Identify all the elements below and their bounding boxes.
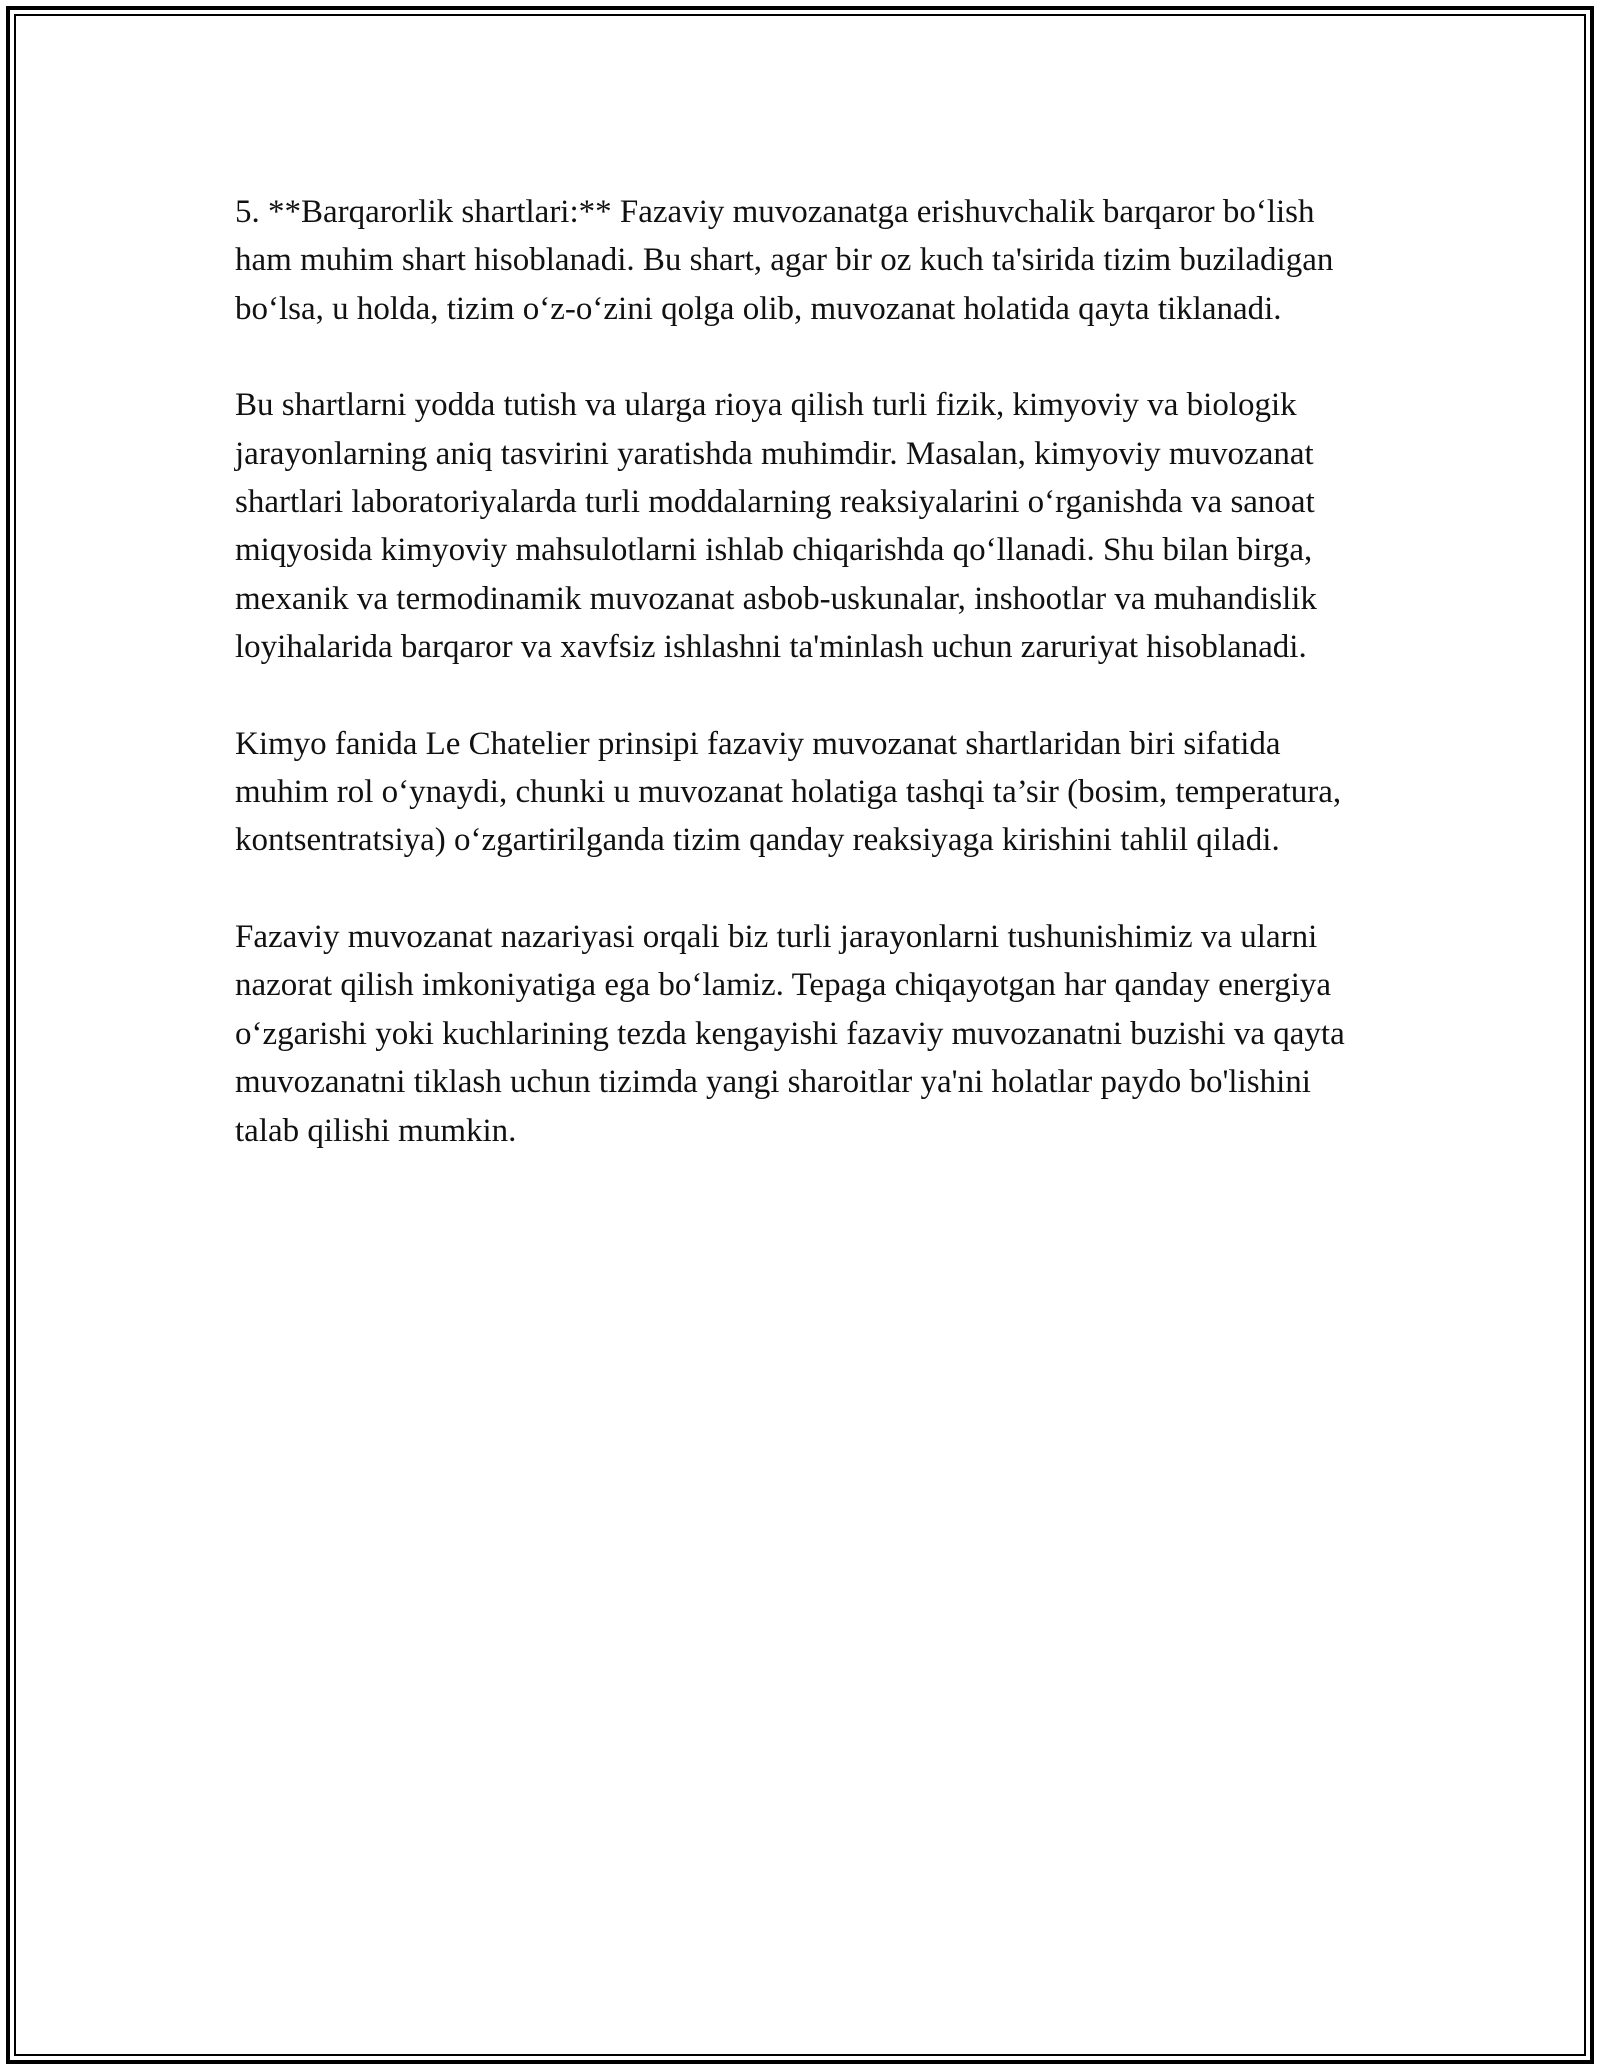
paragraph-stability-conditions: 5. **Barqarorlik shartlari:** Fazaviy muvozanatga erishuvchalik barqaror bo‘lish ham muhim shart hisoblanadi. Bu shart, agar bir oz kuch ta'sirida tizim buziladigan bo‘lsa, u holda, tizim o‘z-o‘zini qolga olib, muvozanat holatida qayta tiklanadi. bbox=[235, 194, 1334, 327]
document-body bbox=[235, 188, 1375, 1203]
paragraph-applications: Bu shartlarni yodda tutish va ularga rioya qilish turli fizik, kimyoviy va biologik jarayonlarning aniq tasvirini yaratishda muhimdir. Masalan, kimyoviy muvozanat shartlari laboratoriyalarda turli moddalarning reaksiyalarini o‘rganishda va sanoat miqyosida kimyoviy mahsulotlarni ishlab chiqarishda qo‘llanadi. Shu bilan birga, mexanik va termodinamik muvozanat asbob-uskunalar, inshootlar va muhandislik loyihalarida barqaror va xavfsiz ishlashni ta'minlash uchun zaruriyat hisoblanadi. bbox=[235, 387, 1317, 666]
paragraph-le-chatelier: Kimyo fanida Le Chatelier prinsipi fazaviy muvozanat shartlaridan biri sifatida muhim rol o‘ynaydi, chunki u muvozanat holatiga tashqi ta’sir (bosim, temperatura, kontsentratsiya) o‘zgartirilganda tizim qanday reaksiyaga kirishini tahlil qiladi. bbox=[235, 725, 1342, 859]
paragraph-phase-equilibrium-theory: Fazaviy muvozanat nazariyasi orqali biz turli jarayonlarni tushunishimiz va ularni nazorat qilish imkoniyatiga ega bo‘lamiz. Tepaga chiqayotgan har qanday energiya o‘zgarishi yoki kuchlarining tezda kengayishi fazaviy muvozanatni buzishi va qayta muvozanatni tiklash uchun tizimda yangi sharoitlar ya'ni holatlar paydo bo'lishini talab qilishi mumkin. bbox=[235, 918, 1345, 1149]
